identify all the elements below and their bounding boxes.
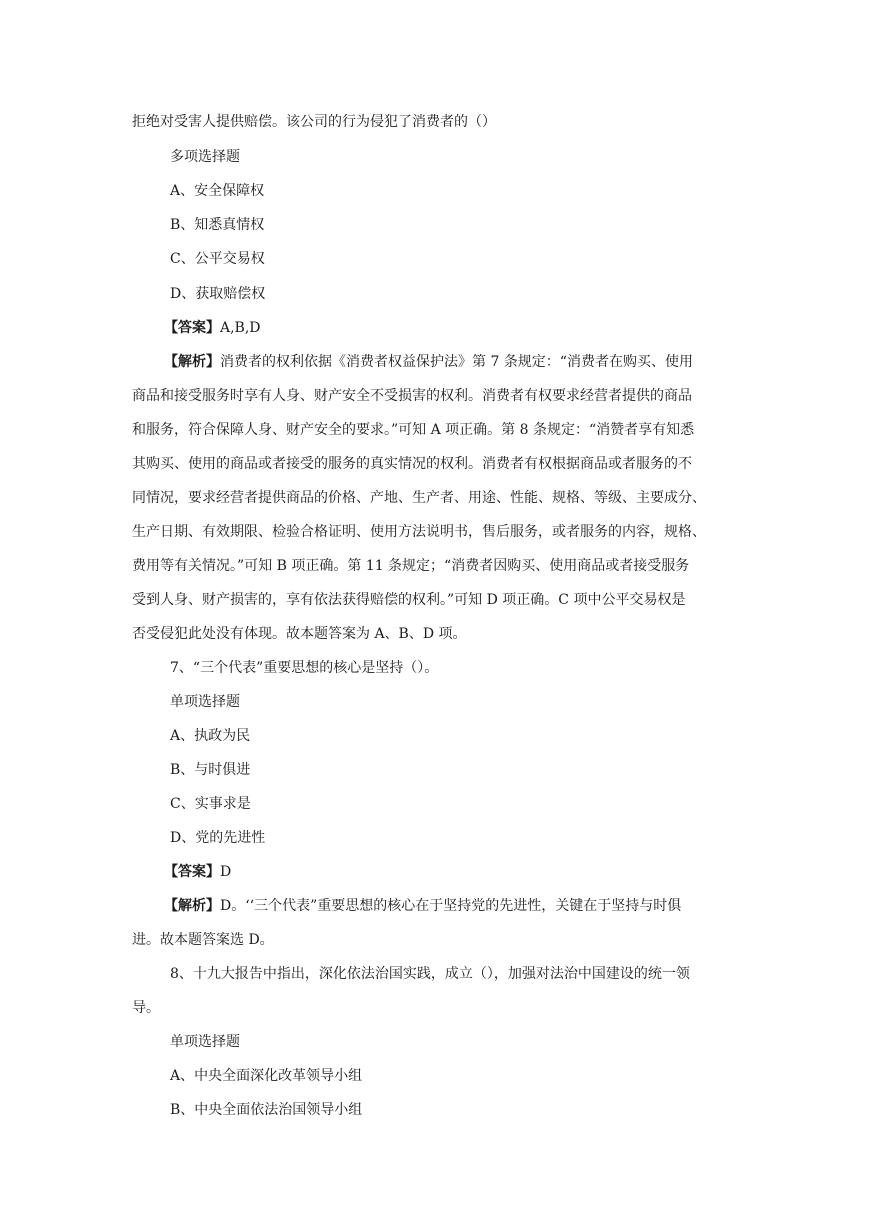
q7-answer	[164, 862, 231, 882]
q6-option-c: C、公平交易权	[170, 251, 265, 267]
q6-stem-tail: 拒绝对受害人提供赔偿。该公司的行为侵犯了消费者的（）	[132, 114, 496, 130]
q7-analysis-line-2: 进。故本题答案选 D。	[132, 932, 274, 948]
q8-type: 单项选择题	[170, 1034, 240, 1050]
analysis-tag: 【解析】	[164, 898, 220, 914]
q6-analysis-line-3: 和服务，符合保障人身、财产安全的要求。”可知 A 项正确。第 8 条规定：“消赞者享有知悉	[132, 422, 695, 438]
q7-type: 单项选择题	[170, 694, 240, 710]
q6-analysis-line-8: 受到人身、财产损害的，享有依法获得赔偿的权利。”可知 D 项正确。C 项中公平交易权是	[132, 592, 686, 608]
q7-stem: 7、“三个代表”重要思想的核心是坚持（）。	[170, 660, 439, 676]
q7-option-c: C、实事求是	[170, 796, 251, 812]
q6-analysis-line-6: 生产日期、有效期限、检验合格证明、使用方法说明书，售后服务，或者服务的内容，规格、	[132, 524, 706, 540]
q7-analysis-line-1: 【解析】D。‘‘三个代表”重要思想的核心在于坚持党的先进性，关键在于坚持与时俱	[164, 898, 682, 914]
q8-option-b: B、中央全面依法治国领导小组	[170, 1102, 363, 1118]
q6-option-a: A、安全保障权	[170, 183, 265, 199]
answer-tag: 【答案】	[164, 864, 220, 880]
q7-option-a: A、执政为民	[170, 728, 251, 744]
answer-tag: 【答案】	[164, 320, 220, 336]
q6-answer	[164, 318, 261, 338]
q8-option-a: A、中央全面深化改革领导小组	[170, 1068, 363, 1084]
q8-stem-line-2: 导。	[132, 1000, 160, 1016]
q6-type: 多项选择题	[170, 149, 240, 165]
q6-analysis-line-1: 【解析】消费者的权利依据《消费者权益保护法》第 7 条规定：“消费者在购买、使用	[164, 354, 693, 370]
q8-stem-line-1: 8、十九大报告中指出，深化依法治国实践，成立（），加强对法治中国建设的统一领	[170, 966, 690, 982]
q6-analysis-line-5: 同情况，要求经营者提供商品的价格、产地、生产者、用途、性能、规格、等级、主要成分、	[132, 490, 706, 506]
q7-option-d: D、党的先进性	[170, 830, 266, 846]
answer-value: A,B,D	[220, 320, 261, 336]
q6-option-b: B、知悉真情权	[170, 217, 265, 233]
q7-option-b: B、与时俱进	[170, 762, 251, 778]
answer-value: D	[220, 864, 232, 880]
q6-analysis-line-4: 其购买、使用的商品或者接受的服务的真实情况的权利。消费者有权根据商品或者服务的不	[132, 456, 692, 472]
q6-analysis-line-9: 否受侵犯此处没有体现。故本题答案为 A、B、D 项。	[132, 626, 467, 642]
q6-analysis-line-2: 商品和接受服务时享有人身、财产安全不受损害的权利。消费者有权要求经营者提供的商品	[132, 388, 692, 404]
analysis-tag: 【解析】	[164, 354, 220, 370]
q6-option-d: D、获取赔偿权	[170, 286, 266, 302]
q6-analysis-line-7: 费用等有关情况。”可知 B 项正确。第 11 条规定；“消费者因购买、使用商品或者接受服务	[132, 558, 690, 574]
